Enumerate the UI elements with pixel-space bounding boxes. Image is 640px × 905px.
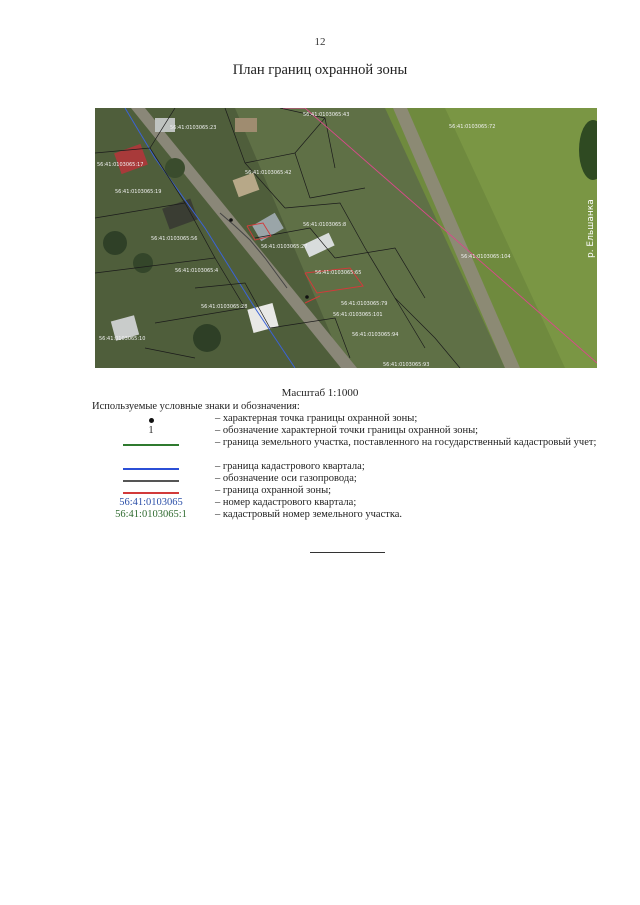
parcel-label: 56:41:0103065:27 [261,244,308,250]
legend-description: – граница кадастрового квартала; [215,461,365,472]
legend-description: – граница земельного участка, поставленного на государственный кадастровый учет; [215,437,597,448]
characteristic-point [229,218,233,222]
legend-title: Используемые условные знаки и обозначения: [92,401,300,412]
parcel-label: 56:41:0103065:101 [333,312,383,318]
legend-symbol-text: 1 [148,425,154,436]
point-dot-icon [149,418,154,423]
legend-symbol-text: 56:41:0103065:1 [115,509,187,520]
parcel-label: 56:41:0103065:43 [303,112,350,118]
legend-description: – обозначение характерной точки границы охранной зоны; [215,425,479,436]
parcel-label: 56:41:0103065:65 [315,270,362,276]
legend-description: – кадастровый номер земельного участка. [215,509,403,520]
characteristic-point [305,295,309,299]
legend-description: – характерная точка границы охранной зоны; [215,413,418,424]
tree [133,253,153,273]
house [235,118,257,132]
parcel-label: 56:41:0103065:93 [383,362,430,368]
page-number: 12 [314,36,326,48]
parcel-label: 56:41:0103065:28 [201,304,248,310]
parcel-label: 56:41:0103065:94 [352,332,399,338]
blue-line-icon [123,468,179,470]
parcel-label: 56:41:0103065:23 [170,125,217,131]
parcel-label: 56:41:0103065:104 [461,254,511,260]
parcel-label: 56:41:0103065:19 [115,189,162,195]
tree [103,231,127,255]
scale-label: Масштаб 1:1000 [281,387,359,399]
parcel-label: 56:41:0103065:42 [245,170,292,176]
tree [165,158,185,178]
page-title: План границ охранной зоны [232,62,408,78]
parcel-label: 56:41:0103065:17 [97,162,144,168]
parcel-label: 56:41:0103065:56 [151,236,198,242]
legend-symbol-text: 56:41:0103065 [119,497,183,508]
parcel-label: 56:41:0103065:72 [449,124,496,130]
legend-description: – граница охранной зоны; [215,485,332,496]
parcel-label: 56:41:0103065:10 [99,336,146,342]
river-label: р. Ельшанка [586,199,596,258]
red-line-icon [123,492,179,494]
green-line-icon [123,444,179,446]
end-rule [310,552,385,553]
satellite-map-svg [95,108,597,368]
parcel-label: 56:41:0103065:79 [341,301,388,307]
legend-description: – обозначение оси газопровода; [215,473,357,484]
cadastral-map [95,108,597,368]
parcel-label: 56:41:0103065:4 [175,268,219,274]
grey-line-icon [123,480,179,482]
legend-description: – номер кадастрового квартала; [215,497,357,508]
parcel-label: 56:41:0103065:8 [303,222,347,228]
tree [193,324,221,352]
